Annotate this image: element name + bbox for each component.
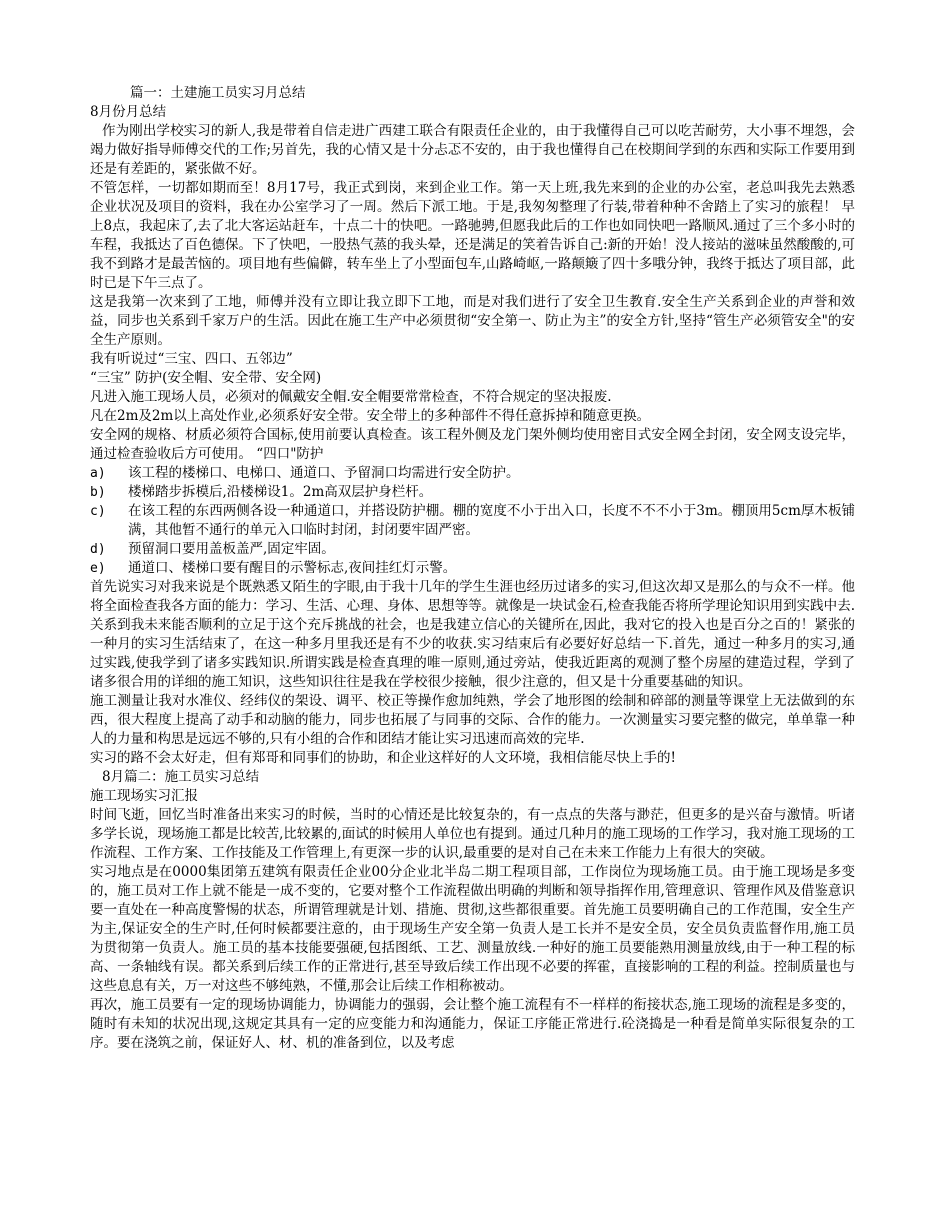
list-item-text: 预留洞口要用盖板盖严,固定牢固。 <box>128 541 335 557</box>
paragraph: 首先说实习对我来说是个既熟悉又陌生的字眼,由于我十几年的学生生涯也经历过诸多的实习,但这次却又是那么的与众不一样。他将全面检查我各方面的能力：学习、生活、心理、身体、思想等等。就像是一块试金石,检查我能否将所学理论知识用到实践中去.关系到我未来能否顺利的立足于这个充斥挑战的社会，也是我建立信心的关键所在,因此，我对它的投入也是百分之百的！紧张的一种月的实习生活结束了，在这一种多月里我还是有不少的收获.实习结束后有必要好好总结一下.首先，通过一种多月的实习,通过实践,使我学到了诸多实践知识.所谓实践是检查真理的唯一原则,通过旁站，使我近距离的观测了整个房屋的建造过程，学到了诸多很合用的详细的施工知识，这些知识往往是我在学校很少接触，很少注意的，但又是十分重要基础的知识。 <box>90 579 855 690</box>
list-marker: d) <box>90 542 106 557</box>
list-marker: b) <box>90 485 106 500</box>
subtitle-month-summary: 8月份月总结 <box>90 104 167 120</box>
paragraph: 这是我第一次来到了工地，师傅并没有立即让我立即下工地，而是对我们进行了安全卫生教育.安全生产关系到企业的声誉和效益，同步也关系到千家万户的生活。因此在施工生产中必须贯彻“安全第一、防止为主”的安全方针,坚持“管生产必须管安全"的安全生产原则。 <box>90 294 855 348</box>
paragraph: 我有听说过“三宝、四口、五邻边” <box>90 351 293 367</box>
list-marker: e) <box>90 561 106 576</box>
paragraph: 实习地点是在0000集团第五建筑有限责任企业00分企业北半岛二期工程项目部，工作岗位为现场施工员。由于施工现场是多变的，施工员对工作上就不能是一成不变的，它要对整个工作流程做出明确的判断和领导指挥作用,管理意识、管理作风及借鉴意识要一直处在一种高度警惕的状态，所谓管理就是计划、措施、贯彻,这些都很重要。首先施工员要明确自己的工作范围，安全生产为主,保证安全的生产时,任何时候都要注意的，由于现场生产安全第一负责人是工长并不是安全员，安全员负责监督作用,施工员为贯彻第一负责人。施工员的基本技能要强硬,包括图纸、工艺、测量放线.一种好的施工员要能熟用测量放线,由于一种工程的标高、一条轴线有误。都关系到后续工作的正常进行,甚至导致后续工作出现不必要的挥霍，直接影响的工程的利益。控制质量也与这些息息有关，万一对这些不够纯熟，不懂,那会让后续工作相称被动。 <box>90 864 855 994</box>
section-title-2: 8月篇二：施工员实习总结 <box>102 769 260 785</box>
paragraph: 作为刚出学校实习的新人,我是带着自信走进广西建工联合有限责任企业的，由于我懂得自己可以吃苦耐劳，大小事不埋怨，会竭力做好指导师傅交代的工作;另首先，我的心情又是十分忐忑不安的，由于我也懂得自己在校期间学到的东西和实际工作要用到还是有差距的，紧张做不好。 <box>90 123 855 177</box>
paragraph: 时间飞逝，回忆当时准备出来实习的时候，当时的心情还是比较复杂的，有一点点的失落与渺茫，但更多的是兴奋与激情。听诸多学长说，现场施工都是比较苦,比较累的,面试的时候用人单位也有提到。通过几种月的施工现场的工作学习，我对施工现场的工作流程、工作方案、工作技能及工作管理上,有更深一步的认识,最重要的是对自己在未来工作能力上有很大的突破。 <box>90 807 855 861</box>
paragraph: 安全网的规格、材质必须符合国标,使用前要认真检查。该工程外侧及龙门架外侧均使用密目式安全网全封闭，安全网支设完毕，通过检查验收后方可使用。 “四口"防护 <box>90 427 855 462</box>
list-item-text: 楼梯踏步拆模后,沿楼梯设1。2m高双层护身栏杆。 <box>128 484 433 500</box>
list-item-text: 通道口、楼梯口要有醒目的示警标志,夜间挂红灯示警。 <box>128 560 457 576</box>
list-marker: c) <box>90 504 106 519</box>
paragraph: 凡在2m及2m以上高处作业,必须系好安全带。安全带上的多种部件不得任意拆掉和随意更换。 <box>90 408 651 424</box>
list-marker: a) <box>90 466 106 481</box>
list-item <box>90 540 855 559</box>
paragraph: 不管怎样，一切都如期而至！8月17号，我正式到岗，来到企业工作。第一天上班,我先来到的企业的办公室，老总叫我先去熟悉企业状况及项目的资料，我在办公室学习了一周。然后下派工地。于是,我匆匆整理了行装,带着种种不舍踏上了实习的旅程！ 早上8点，我起床了,去了北大客运站赶车，十点二十的快吧。一路驰骋,但愿我此后的工作也如同快吧一路顺风.通过了三个多小时的车程，我抵达了百色德保。下了快吧，一股热气蒸的我头晕，还是满足的笑着告诉自己:新的开始！没人接站的滋味虽然酸酸的,可我不到路才是最苦恼的。项目地有些偏僻，转车坐上了小型面包车,山路崎岖,一路颠簸了四十多哦分钟，我终于抵达了项目部，此时已是下午三点了。 <box>90 180 855 291</box>
list-item <box>90 502 855 540</box>
list-item <box>90 483 855 502</box>
paragraph: “三宝” 防护(安全帽、安全带、安全网) <box>90 370 322 386</box>
list-item-text: 该工程的楼梯口、电梯口、通道口、予留洞口均需进行安全防护。 <box>128 465 520 481</box>
paragraph: 施工测量让我对水准仪、经纬仪的架设、调平、校正等操作愈加纯熟，学会了地形图的绘制和碎部的测量等课堂上无法做到的东西，很大程度上提高了动手和动脑的能力，同步也拓展了与同事的交际、合作的能力。一次测量实习要完整的做完，单单靠一种人的力量和构思是远远不够的,只有小组的合作和团结才能让实习迅速而高效的完毕. <box>90 693 855 747</box>
paragraph: 实习的路不会太好走，但有郑哥和同事们的协助，和企业这样好的人文环境，我相信能尽快上手的! <box>90 750 676 766</box>
list-item-text: 在该工程的东西两侧各设一种通道口，并搭设防护棚。棚的宽度不小于出入口，长度不不不小于3m。棚顶用5cm厚木板铺满，其他暂不通行的单元入口临时封闭，封闭要牢固严密。 <box>128 503 855 538</box>
subtitle-report: 施工现场实习汇报 <box>90 788 198 804</box>
paragraph: 再次，施工员要有一定的现场协调能力，协调能力的强弱，会让整个施工流程有不一样样的衔接状态,施工现场的流程是多变的，随时有未知的状况出现,这规定其具有一定的应变能力和沟通能力，保证工序能正常进行.砼浇捣是一种看是简单实际很复杂的工序。要在浇筑之前，保证好人、材、机的准备到位，以及考虑 <box>90 997 855 1051</box>
paragraph: 凡进入施工现场人员，必须对的佩戴安全帽.安全帽要常常检查，不符合规定的坚决报废. <box>90 389 612 405</box>
list-item <box>90 559 855 578</box>
section-title-1: 篇一：土建施工员实习月总结 <box>130 85 306 101</box>
list-item <box>90 464 855 483</box>
